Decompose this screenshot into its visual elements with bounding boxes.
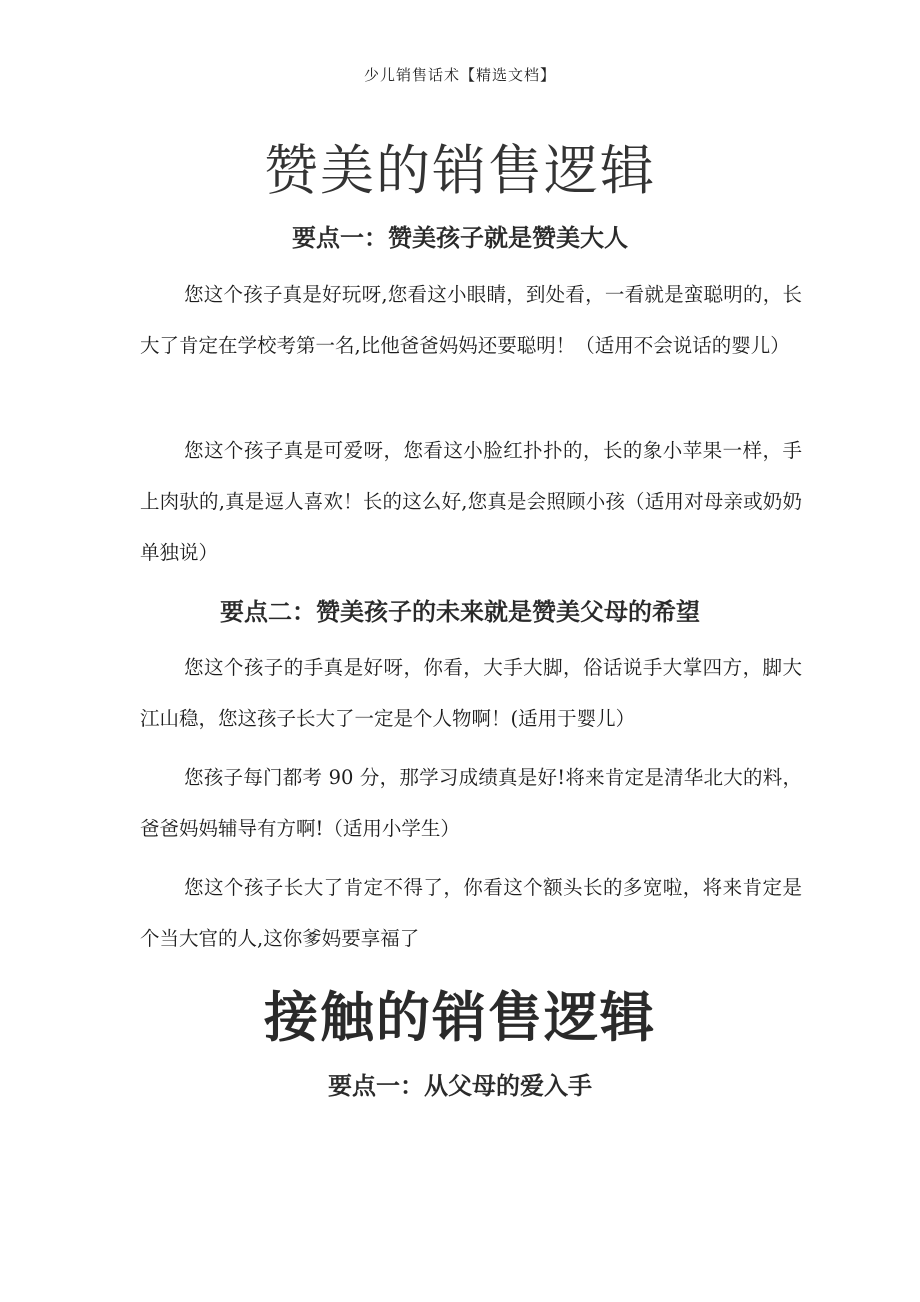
paragraph: 您这个孩子长大了肯定不得了，你看这个额头长的多宽啦，将来肯定是个当大官的人,这你爹妈要享福了 xyxy=(140,876,802,950)
section-title-contact: 接触的销售逻辑 xyxy=(264,985,656,1049)
paragraph: 您这个孩子的手真是好呀，你看，大手大脚，俗话说手大掌四方，脚大江山稳，您这孩子长大了一定是个人物啊！(适用于婴儿） xyxy=(140,656,802,730)
paragraph: 您这个孩子真是好玩呀,您看这小眼睛，到处看，一看就是蛮聪明的，长大了肯定在学校考第一名,比他爸爸妈妈还要聪明！（适用不会说话的婴儿） xyxy=(140,283,802,357)
running-header: 少儿销售话术【精选文档】 xyxy=(363,66,556,84)
point-heading-praise-2: 要点二：赞美孩子的未来就是赞美父母的希望 xyxy=(220,598,700,626)
paragraph: 您孩子每门都考 90 分，那学习成绩真是好!将来肯定是清华北大的料，爸爸妈妈辅导有方啊!（适用小学生） xyxy=(140,766,802,840)
paragraph: 您这个孩子真是可爱呀，您看这小脸红扑扑的，长的象小苹果一样，手上肉驮的,真是逗人喜欢！长的这么好,您真是会照顾小孩（适用对母亲或奶奶单独说） xyxy=(140,439,802,564)
point-heading-contact-1: 要点一：从父母的爱入手 xyxy=(328,1072,592,1100)
section-title-praise: 赞美的销售逻辑 xyxy=(264,139,656,202)
point-heading-praise-1: 要点一：赞美孩子就是赞美大人 xyxy=(292,224,628,252)
